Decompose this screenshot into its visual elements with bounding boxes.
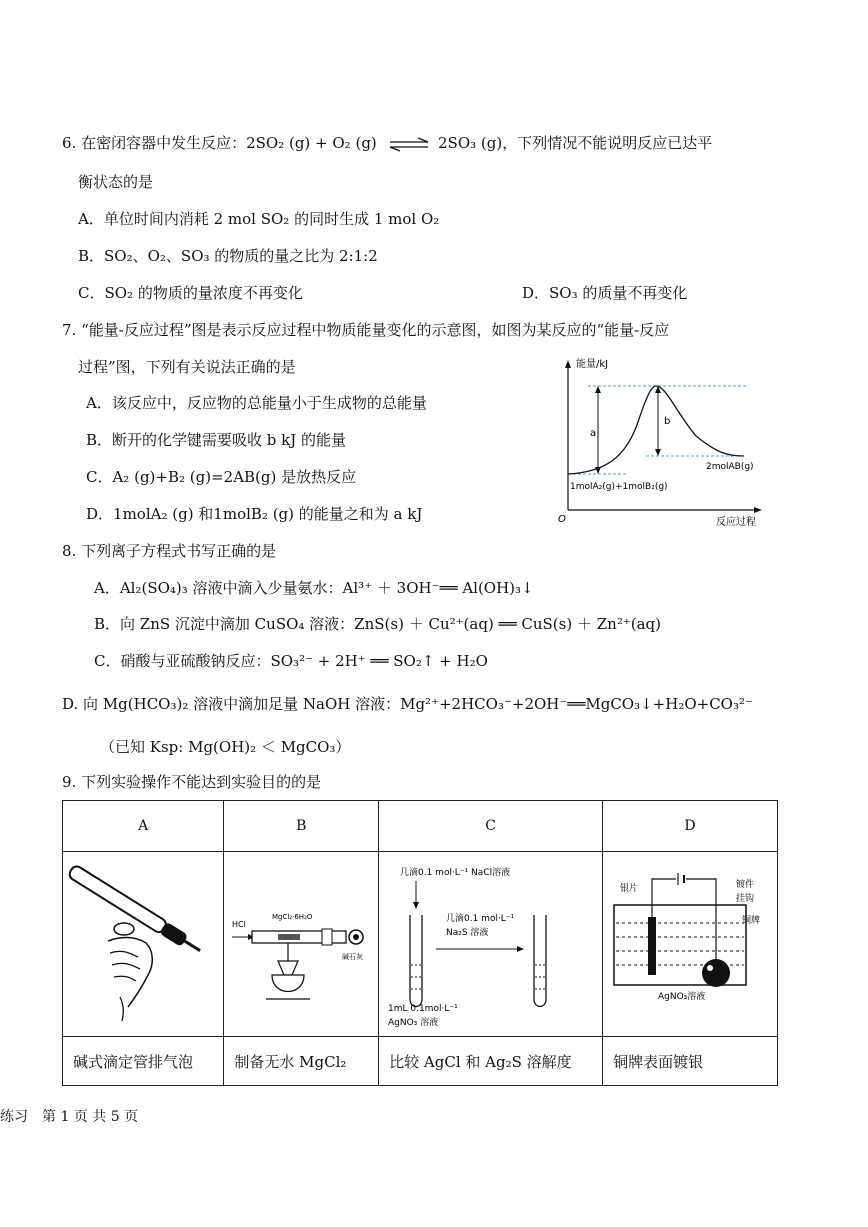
q9-stem: 9. 下列实验操作不能达到实验目的的是 — [62, 773, 322, 791]
figure-c-cell — [379, 852, 603, 1037]
q7-stem-part1: 7. “能量-反应过程”图是表示反应过程中物质能量变化的示意图，如图为某反应的“能量-反应 — [62, 321, 670, 339]
y-axis-label: 能量/kJ — [576, 359, 609, 370]
nacl-arrow-head-icon — [413, 902, 419, 909]
agno3-label-1: 1mL 0.1mol·L⁻¹ — [387, 1004, 458, 1014]
fixture-label-2: 挂钩 — [736, 894, 755, 904]
hand-finger-3 — [114, 976, 136, 981]
page-footer: 练习 第 1 页 共 5 页 — [0, 1109, 139, 1125]
q8-stem: 8. 下列离子方程式书写正确的是 — [62, 542, 277, 560]
label-b: b — [664, 416, 671, 427]
q6-stem-part1: 6. 在密闭容器中发生反应：2SO₂ (g) + O₂ (g) — [62, 134, 377, 152]
caption-b: 制备无水 MgCl₂ — [224, 1037, 379, 1086]
hand-finger-1 — [110, 951, 138, 957]
na2s-drop-label-2: Na₂S 溶液 — [445, 928, 489, 938]
arrow-a-head-down-icon — [595, 467, 601, 474]
hand-outline — [108, 938, 152, 1008]
fixture-label-1: 镀件 — [736, 880, 755, 890]
agcl-ag2s-figure — [380, 853, 602, 1031]
copper-plate-label: 铜牌 — [742, 916, 761, 926]
agno3-label-2: AgNO₃ 溶液 — [387, 1018, 438, 1028]
q6-option-a: A．单位时间内消耗 2 mol SO₂ 的同时生成 1 mol O₂ — [78, 210, 440, 228]
figure-b-cell — [224, 852, 379, 1037]
header-d: D — [603, 801, 778, 852]
header-c: C — [379, 801, 603, 852]
burette-icon — [68, 864, 204, 956]
alcohol-lamp-flame — [278, 961, 298, 975]
q6-stem-part3: 衡状态的是 — [78, 173, 154, 191]
y-axis-arrow-icon — [565, 360, 571, 368]
header-b: B — [224, 801, 379, 852]
wrist-line — [120, 997, 123, 1021]
silver-plate-electrode — [648, 917, 656, 975]
test-tube-2-icon — [534, 915, 546, 1007]
burette-bubble-figure — [68, 857, 218, 1027]
figure-a-cell — [63, 852, 224, 1037]
q8-option-a: A．Al₂(SO₄)₃ 溶液中滴入少量氨水：Al³⁺ ＋ 3OH⁻══ Al(OH)₃↓ — [94, 579, 534, 597]
arrow-b-head-down-icon — [655, 449, 661, 456]
lime-label: 碱石灰 — [342, 953, 364, 961]
table-caption-row — [63, 1037, 778, 1086]
alcohol-lamp-icon — [272, 975, 304, 992]
na2s-drop-label-1: 几滴0.1 mol·L⁻¹ — [445, 914, 514, 924]
experiment-table — [62, 800, 778, 1086]
caption-c: 比较 AgCl 和 Ag₂S 溶解度 — [379, 1037, 603, 1086]
product-label: 2molAB(g) — [706, 462, 754, 472]
label-a: a — [590, 428, 597, 439]
q6-option-c: C．SO₂ 的物质的量浓度不再变化 — [78, 284, 303, 302]
table-header-row — [63, 801, 778, 852]
q7-option-c: C．A₂ (g)+B₂ (g)=2AB(g) 是放热反应 — [86, 468, 357, 486]
solution-label: AgNO₃溶液 — [658, 992, 706, 1002]
reactant-label: 1molA₂(g)+1molB₂(g) — [570, 482, 668, 492]
test-tube-1-icon — [410, 915, 422, 1007]
q7-option-a: A．该反应中，反应物的总能量小于生成物的总能量 — [86, 394, 427, 412]
q6-option-d: D．SO₃ 的质量不再变化 — [522, 284, 688, 302]
q8-option-d: D. 向 Mg(HCO₃)₂ 溶液中滴加足量 NaOH 溶液：Mg²⁺+2HCO₃⁻+2OH⁻══MgCO₃↓+H₂O+CO₃²⁻ — [62, 695, 753, 713]
caption-d: 铜牌表面镀银 — [603, 1037, 778, 1086]
arrow-a-head-up-icon — [595, 386, 601, 393]
salt-label: MgCl₂·6H₂O — [272, 913, 313, 921]
figure-d-cell — [603, 852, 778, 1037]
silver-plate-label: 银片 — [620, 884, 639, 894]
q6-option-b: B．SO₂、O₂、SO₃ 的物质的量之比为 2:1:2 — [78, 247, 378, 265]
hcl-label: HCl — [232, 920, 247, 929]
nacl-drop-label: 几滴0.1 mol·L⁻¹ NaCl溶液 — [399, 868, 510, 878]
hand-finger-2 — [112, 963, 140, 969]
salt-sample — [278, 934, 300, 940]
origin-label: O — [558, 514, 566, 525]
tip-ring-icon — [114, 923, 134, 935]
silver-plating-figure — [604, 857, 776, 1027]
energy-diagram — [556, 352, 770, 530]
q7-stem-part2: 过程”图，下列有关说法正确的是 — [78, 358, 296, 376]
copper-medal-icon — [702, 959, 730, 987]
mgcl2-apparatus-figure — [226, 857, 376, 1027]
q8-option-b: B．向 ZnS 沉淀中滴加 CuSO₄ 溶液：ZnS(s) ＋ Cu²⁺(aq) ══ CuS(s) ＋ Zn²⁺(aq) — [94, 615, 662, 633]
table-figure-row — [63, 852, 778, 1037]
q8-option-c: C．硝酸与亚硫酸钠反应：SO₃²⁻ + 2H⁺ ══ SO₂↑ + H₂O — [94, 652, 488, 670]
header-a: A — [63, 801, 224, 852]
q7-option-d: D．1molA₂ (g) 和1molB₂ (g) 的能量之和为 a kJ — [86, 505, 423, 523]
connector — [322, 929, 332, 945]
wire-left — [652, 879, 676, 919]
x-axis-arrow-icon — [754, 507, 762, 513]
equilibrium-arrow-icon — [388, 134, 432, 154]
x-axis-label: 反应过程 — [716, 517, 756, 528]
q8-option-d-note: （已知 Ksp: Mg(OH)₂ ＜ MgCO₃） — [100, 738, 351, 756]
q7-option-b: B．断开的化学键需要吸收 b kJ 的能量 — [86, 431, 347, 449]
q6-stem-part2: 2SO₃ (g)，下列情况不能说明反应已达平 — [438, 134, 713, 152]
caption-a: 碱式滴定管排气泡 — [63, 1037, 224, 1086]
transfer-arrow-head-icon — [517, 946, 524, 952]
